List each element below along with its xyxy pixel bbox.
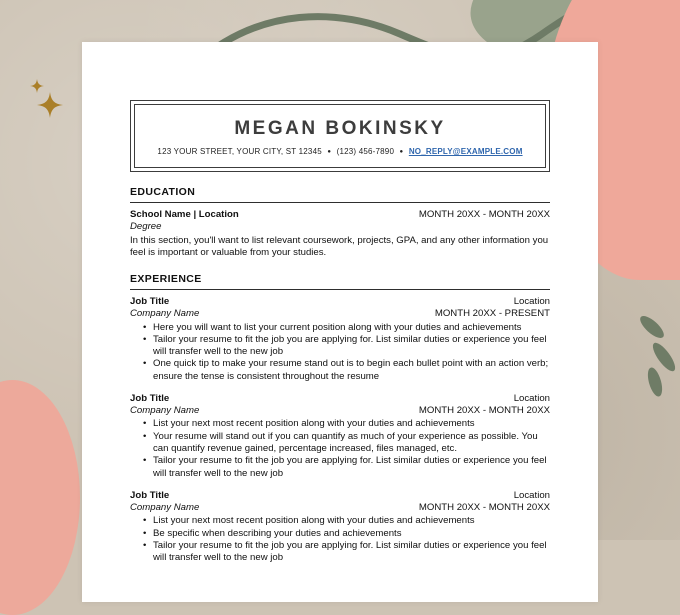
contact-address: 123 YOUR STREET, YOUR CITY, ST 12345 <box>157 147 322 156</box>
resume-name: MEGAN BOKINSKY <box>234 118 446 139</box>
separator-dot: ● <box>399 148 404 155</box>
separator-dot: ● <box>327 148 332 155</box>
contact-line <box>143 147 537 156</box>
job-block-1 <box>130 296 550 383</box>
job-location: Location <box>513 392 550 404</box>
education-dates: MONTH 20XX - MONTH 20XX <box>418 209 550 220</box>
school-name: School Name | Location <box>130 209 239 220</box>
sparkle-icon <box>37 92 63 118</box>
education-description: In this section, you'll want to list relevant coursework, projects, GPA, and any other information you feel is important or valuable from your studies. <box>130 234 549 258</box>
education-row <box>130 209 550 221</box>
contact-email-link[interactable]: NO_REPLY@EXAMPLE.COM <box>408 147 523 156</box>
company-name: Company Name <box>130 308 200 320</box>
bullet-item: • Tailor your resume to fit the job you are applying for. List similar duties or experience you feel will transfer well to the new job <box>143 334 550 359</box>
job-dates: MONTH 20XX - PRESENT <box>434 308 550 320</box>
bullet-list <box>130 418 550 479</box>
job-dates: MONTH 20XX - MONTH 20XX <box>418 502 550 514</box>
job-company-row <box>130 502 550 514</box>
job-title-row <box>130 296 550 308</box>
job-location: Location <box>513 489 550 501</box>
education-heading: EDUCATION <box>130 186 550 203</box>
resume-page <box>82 42 598 602</box>
job-title: Job Title <box>130 489 170 501</box>
job-title: Job Title <box>130 296 170 308</box>
experience-heading: EXPERIENCE <box>130 273 550 290</box>
job-block-2 <box>130 393 550 480</box>
job-block-3 <box>130 490 550 565</box>
degree-label: Degree <box>130 221 162 233</box>
job-location: Location <box>513 296 550 308</box>
resume-header-box <box>130 100 550 172</box>
bullet-item: • List your next most recent position along with your duties and achievements <box>143 418 550 430</box>
contact-phone: (123) 456-7890 <box>336 147 395 156</box>
bullet-item: • Tailor your resume to fit the job you are applying for. List similar duties or experience you feel will transfer well to the new job <box>143 455 550 480</box>
bullet-item: • Here you will want to list your current position along with your duties and achievements <box>143 322 550 334</box>
bullet-item: • Tailor your resume to fit the job you are applying for. List similar duties or experience you feel will transfer well to the new job <box>143 540 550 565</box>
resume-header-inner <box>134 104 546 168</box>
sparkle-icon <box>30 79 44 93</box>
job-company-row <box>130 308 550 320</box>
job-dates: MONTH 20XX - MONTH 20XX <box>418 405 550 417</box>
bullet-item: • One quick tip to make your resume stand out is to begin each bullet point with an action verb; ensure the tense is consistent throughout the resume <box>143 358 550 383</box>
job-title-row <box>130 490 550 502</box>
job-title-row <box>130 393 550 405</box>
bullet-item: • Your resume will stand out if you can quantify as much of your experience as possible. You can quantify revenue gained, percentage increased, files managed, etc. <box>143 431 550 456</box>
bullet-item: • List your next most recent position along with your duties and achievements <box>143 515 550 527</box>
bullet-list <box>130 322 550 383</box>
company-name: Company Name <box>130 502 200 514</box>
bullet-item: • Be specific when describing your duties and achievements <box>143 528 550 540</box>
company-name: Company Name <box>130 405 200 417</box>
education-section <box>130 186 550 259</box>
job-title: Job Title <box>130 392 170 404</box>
experience-section <box>130 273 550 564</box>
job-company-row <box>130 405 550 417</box>
